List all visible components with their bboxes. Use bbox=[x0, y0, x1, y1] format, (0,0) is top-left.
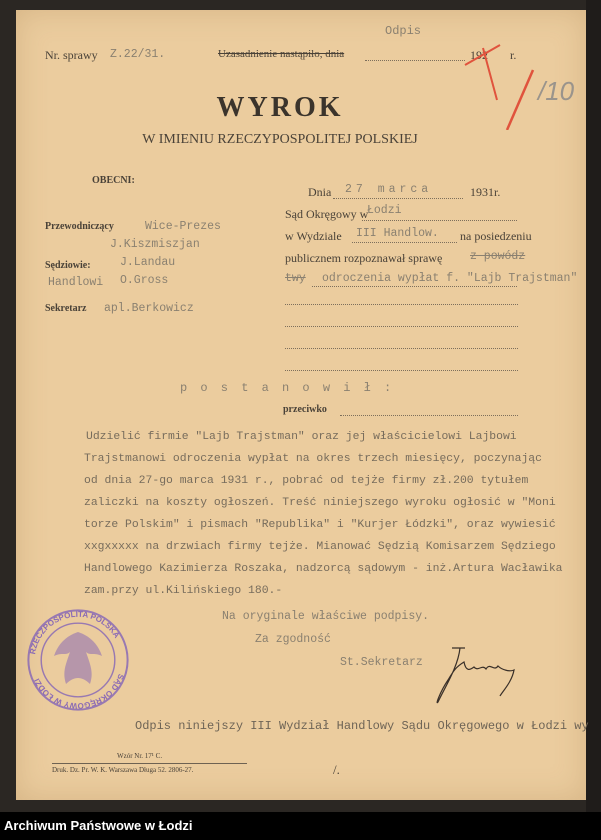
secretary-label: Sekretarz bbox=[45, 303, 87, 314]
plaintiff-struck: z powódz bbox=[470, 250, 526, 263]
decision-heading: p o s t a n o w i ł : bbox=[180, 381, 395, 395]
decision-line: zam.przy ul.Kilińskiego 180.- bbox=[84, 585, 283, 597]
scan-border bbox=[586, 0, 601, 815]
dotted-line bbox=[285, 304, 518, 305]
dotted-line bbox=[285, 348, 518, 349]
date-value: 27 marca bbox=[345, 183, 433, 196]
court-label: Sąd Okręgowy w bbox=[285, 207, 369, 221]
dotted-line bbox=[333, 198, 463, 199]
form-number: Wzór Nr. 17¹ C. bbox=[117, 752, 163, 760]
signature-icon bbox=[430, 642, 530, 707]
conformity: Za zgodność bbox=[255, 633, 331, 646]
year-value: 1931r. bbox=[470, 185, 501, 199]
document-subtitle: W IMIENIU RZECZYPOSPOLITEJ POLSKIEJ bbox=[142, 132, 418, 147]
public-label: publicznem rozpoznawał sprawę bbox=[285, 251, 443, 265]
present-label: OBECNI: bbox=[92, 175, 135, 186]
year-prefix: 192 bbox=[470, 48, 488, 62]
chair-label: Przewodniczący bbox=[45, 221, 114, 232]
imprint-rule bbox=[52, 763, 247, 764]
judges-label: Sędziowie: bbox=[45, 260, 91, 271]
dotted-line bbox=[352, 242, 457, 243]
decision-line: od dnia 27-go marca 1931 r., pobrać od tejże firmy zł.200 tytułem bbox=[84, 475, 529, 487]
year-suffix: r. bbox=[510, 48, 517, 62]
chair-name: J.Kiszmiszjan bbox=[110, 238, 200, 251]
case-number: Z.22/31. bbox=[110, 48, 166, 61]
dotted-line bbox=[285, 370, 518, 371]
dotted-line bbox=[362, 220, 517, 221]
dotted-line bbox=[285, 326, 518, 327]
judge-1: J.Landau bbox=[120, 256, 176, 269]
decision-line: zaliczki na koszty ogłoszeń. Treść niniejszego wyroku ogłosić w "Moni bbox=[84, 497, 556, 509]
chair-title: Wice-Prezes bbox=[145, 220, 221, 233]
case-line-struck: twy bbox=[285, 272, 306, 285]
division-label: w Wydziale bbox=[285, 229, 342, 243]
decision-line: xxgxxxxx na drzwiach firmy tejże. Mianować Sędzią Komisarzem Sędziego bbox=[84, 541, 556, 553]
decision-line: Udzielić firmie "Lajb Trajstman" oraz jej właścicielowi Lajbowi bbox=[86, 431, 517, 443]
odpis-label: Odpis bbox=[385, 24, 422, 38]
decision-text bbox=[84, 426, 563, 602]
printer-imprint: Druk. Dz. Pr. W. K. Warszawa Długa 52. 2806-27. bbox=[52, 766, 194, 774]
judges-sub: Handlowi bbox=[48, 276, 104, 289]
justification-label: Uzasadnienie nastąpiło, dnia bbox=[218, 48, 345, 60]
division-value: III Handlow. bbox=[356, 227, 439, 240]
judge-2: O.Gross bbox=[120, 274, 169, 287]
case-subject: odroczenia wypłat f. "Lajb Trajstman" bbox=[322, 272, 578, 285]
dotted-line bbox=[340, 415, 518, 416]
decision-line: Handlowego Kazimierza Roszaka, nadzorcą sądowym - inż.Artura Wacławika bbox=[84, 563, 563, 575]
session-label: na posiedzeniu bbox=[460, 229, 532, 243]
case-number-label: Nr. sprawy bbox=[45, 48, 98, 62]
copy-note: Odpis niniejszy III Wydział Handlowy Sądu Okręgowego w Łodzi wy bbox=[135, 719, 589, 733]
dotted-line bbox=[365, 60, 465, 61]
secretary-name: apl.Berkowicz bbox=[104, 302, 194, 315]
senior-secretary: St.Sekretarz bbox=[340, 656, 423, 669]
archive-footer bbox=[0, 812, 601, 840]
slash-mark: /. bbox=[333, 762, 340, 777]
court-stamp-icon bbox=[26, 608, 130, 712]
dotted-line bbox=[312, 286, 517, 287]
against-label: przeciwko bbox=[283, 404, 327, 415]
archive-number: /10 bbox=[538, 76, 575, 106]
decision-line: Trajstmanowi odroczenia wypłat na okres trzech miesięcy, poczynając bbox=[84, 453, 542, 465]
stamp-text-top: RZECZPOSPOLITA POLSKA bbox=[28, 609, 122, 655]
date-label: Dnia bbox=[308, 185, 332, 199]
document-title: WYROK bbox=[216, 92, 344, 123]
stamp-text-bottom: SĄD OKRĘGOWY W ŁODZI bbox=[32, 672, 126, 711]
court-city: Łodzi bbox=[367, 204, 402, 217]
decision-line: torze Polskim" i pismach "Republika" i "Kurjer Łódzki", oraz wywiesić bbox=[84, 519, 556, 531]
archive-name: Archiwum Państwowe w Łodzi bbox=[4, 818, 193, 833]
original-signatures: Na oryginale właściwe podpisy. bbox=[222, 610, 430, 623]
